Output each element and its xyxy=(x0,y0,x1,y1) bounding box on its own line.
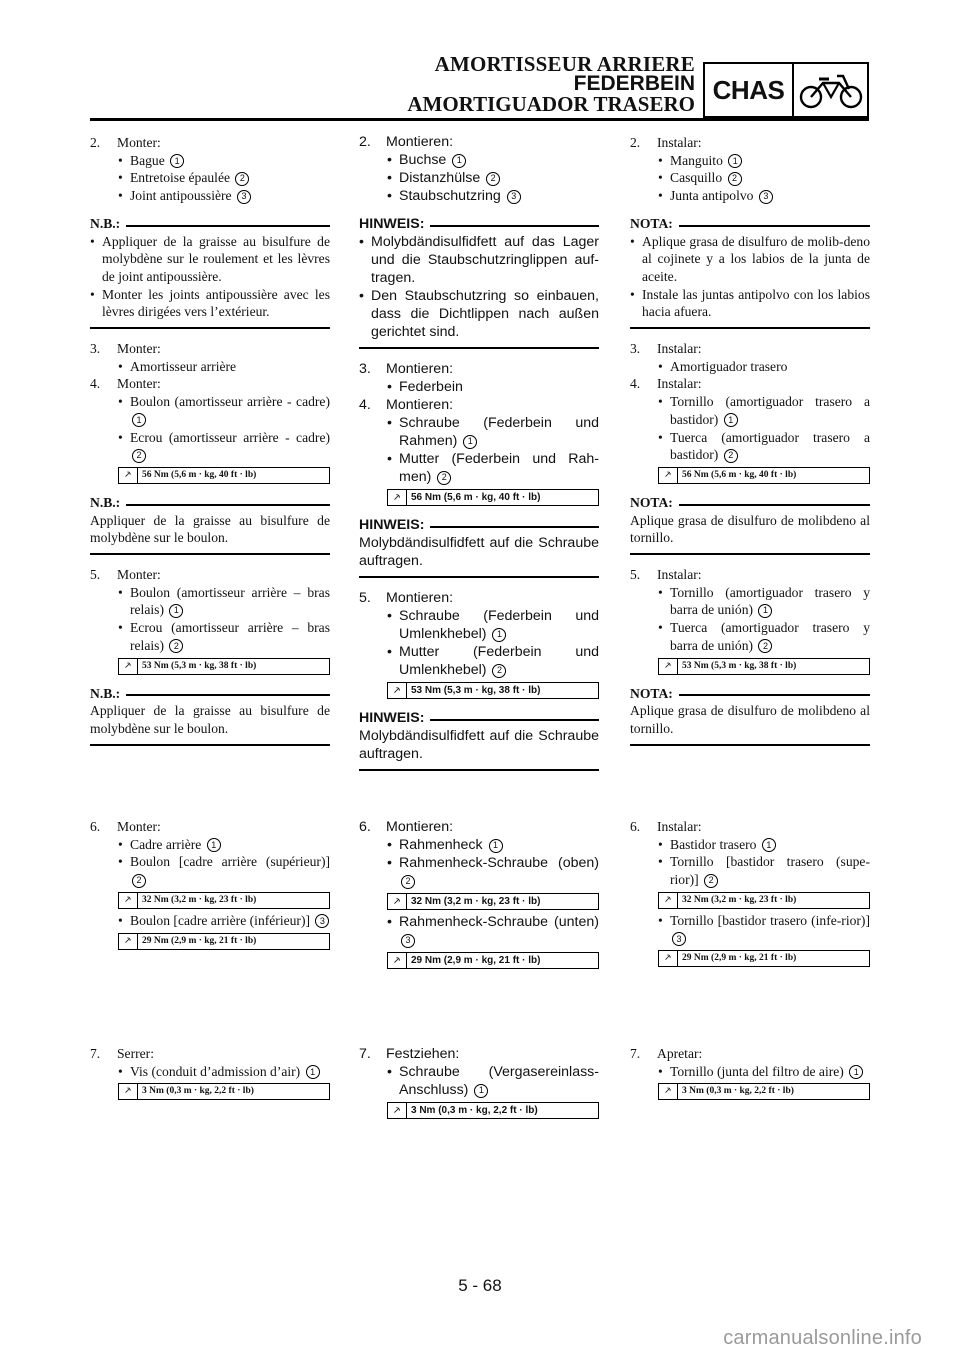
note-text: Appliquer de la graisse au bisulfure de molybdène sur le boulon. xyxy=(90,512,330,546)
note-header: HINWEIS: xyxy=(359,516,599,534)
step-title: Monter: xyxy=(117,376,161,392)
note-header: NOTA: xyxy=(630,215,870,233)
marker-2: 2 xyxy=(235,172,249,186)
wrench-icon: ⸕ xyxy=(659,893,678,908)
title-fr: AMORTISSEUR ARRIERE xyxy=(434,52,695,76)
header-rule xyxy=(90,118,869,121)
note-text: Den Staubschutzring so einbauen, dass die Dichtlippen nach außen gerichtet sind. xyxy=(371,288,599,340)
motorcycle-icon xyxy=(794,64,867,116)
step-title: Montieren: xyxy=(386,819,454,835)
torque-spec: ⸕ 56 Nm (5,6 m · kg, 40 ft · lb) xyxy=(387,489,599,506)
wrench-icon: ⸕ xyxy=(659,1084,678,1099)
section-label: CHAS xyxy=(705,64,794,116)
marker-1: 1 xyxy=(170,154,184,168)
wrench-icon: ⸕ xyxy=(119,468,138,483)
note-header: HINWEIS: xyxy=(359,215,599,233)
wrench-icon: ⸕ xyxy=(388,953,407,968)
step-title: Montieren: xyxy=(386,134,454,150)
step-title: Instalar: xyxy=(657,376,702,392)
note-text: Monter les joints antipoussière avec les lèvres dirigées vers l’extérieur. xyxy=(102,286,330,320)
de-block-c: 7. Festziehen: • Schraube (Vergasereinlass-Anschluss) 1 ⸕ 3 Nm (0,3 m · kg, 2,2 ft · lb) xyxy=(359,1045,599,1122)
section-badge xyxy=(703,62,869,118)
page-header xyxy=(0,0,960,125)
note-text: Molybdändisulfidfett auf das Lager und die Staubschutzringlippen auf-tragen. xyxy=(371,234,599,286)
item-ecrou: Ecrou (amortisseur arrière - cadre) xyxy=(130,429,330,445)
note-text: Aplique grasa de disulfuro de molib-deno al cojinete y a los labios de la junta de aceite. xyxy=(642,233,870,284)
torque-spec: ⸕ 53 Nm (5,3 m · kg, 38 ft · lb) xyxy=(118,658,330,675)
item-amortisseur: Amortisseur arrière xyxy=(130,358,237,374)
torque-spec: ⸕ 53 Nm (5,3 m · kg, 38 ft · lb) xyxy=(387,682,599,699)
note-end-rule xyxy=(90,327,330,329)
step-title: Montieren: xyxy=(386,361,454,377)
wrench-icon: ⸕ xyxy=(659,951,678,966)
step-number: 2. xyxy=(90,135,101,150)
note-end-rule xyxy=(359,576,599,578)
step-title: Festziehen: xyxy=(386,1046,460,1062)
torque-spec: ⸕ 29 Nm (2,9 m · kg, 21 ft · lb) xyxy=(387,952,599,969)
wrench-icon: ⸕ xyxy=(388,490,407,505)
note-text: Appliquer de la graisse au bisulfure de molybdène sur le roulement et les lèvres de joint antipoussière. xyxy=(102,233,330,284)
wrench-icon: ⸕ xyxy=(119,893,138,908)
bullet: • xyxy=(118,152,123,168)
note-header: HINWEIS: xyxy=(359,709,599,727)
torque-spec: ⸕ 32 Nm (3,2 m · kg, 23 ft · lb) xyxy=(118,892,330,909)
step-title: Montieren: xyxy=(386,397,454,413)
torque-spec: ⸕ 56 Nm (5,6 m · kg, 40 ft · lb) xyxy=(658,467,870,484)
torque-spec: ⸕ 32 Nm (3,2 m · kg, 23 ft · lb) xyxy=(658,892,870,909)
es-block-a: 2. Instalar: • Manguito 1 • Casquillo 2 • Junta antipolvo 3 NOTA: • Aplique grasa de disulfuro de molib-deno al cojinete y a los labios de la junta de aceite. • Instale las juntas antipolvo con los labios hacia afuera. 3. Instalar: • Amortiguador trasero 4. Instalar: • Tornillo (amortiguador trasero a bastidor) 1 • Tuerca (amortiguador trasero a bastidor) 2 ⸕ 56 Nm (5,6 m · kg, 40 ft · lb) NOTA: Aplique grasa de disulfuro de molibdeno al tornillo. 5. Instalar: • Tornillo (amortiguador trasero y barra de unión) 1 • Tuerca (amortiguador trasero y barra de unión) 2 ⸕ 53 Nm (5,3 m · kg, 38 ft · lb) NOTA: Aplique grasa de disulfuro de molibdeno al tornillo. xyxy=(630,134,870,757)
de-block-b: 6. Montieren: • Rahmenheck 1 • Rahmenheck-Schraube (oben) 2 ⸕ 32 Nm (3,2 m · kg, 23 ft · lb) • Rahmenheck-Schraube (unten) 3 ⸕ 29 Nm (2,9 m · kg, 21 ft · lb) xyxy=(359,818,599,972)
wrench-icon: ⸕ xyxy=(119,659,138,674)
step-title: Apretar: xyxy=(657,1046,703,1061)
note-end-rule xyxy=(90,744,330,746)
de-block-a: 2. Montieren: • Buchse 1 • Distanzhülse 2 • Staubschutzring 3 HINWEIS: • Molybdändisulfidfett auf das Lager und die Staubschutzringlippen auf-tragen. • Den Staubschutzring so einbauen, dass die Dichtlippen nach außen gerichtet sind. 3. Montieren: • Federbein 4. Montieren: • Schraube (Federbein und Rahmen) 1 • Mutter (Federbein und Rah-men) 2 ⸕ 56 Nm (5,6 m · kg, 40 ft · lb) HINWEIS: Molybdändisulfidfett auf die Schraube auftragen. 5. Montieren: • Schraube (Federbein und Umlenkhebel) 1 • Mutter (Federbein und Umlenkhebel) 2 ⸕ 53 Nm (5,3 m · kg, 38 ft · lb) HINWEIS: Molybdändisulfidfett auf die Schraube auftragen. xyxy=(359,133,599,782)
wrench-icon: ⸕ xyxy=(119,934,138,949)
note-header: NOTA: xyxy=(630,685,870,703)
note-header: N.B.: xyxy=(90,215,330,233)
item-bague: Bague xyxy=(130,152,165,168)
step-title: Instalar: xyxy=(657,819,702,834)
fr-block-b: 6. Monter: • Cadre arrière 1 • Boulon [cadre arrière (supérieur)] 2 ⸕ 32 Nm (3,2 m · kg, 23 ft · lb) • Boulon [cadre arrière (inférieur)] 3 ⸕ 29 Nm (2,9 m · kg, 21 ft · lb) xyxy=(90,818,330,953)
title-es: AMORTIGUADOR TRASERO xyxy=(407,92,695,116)
note-text: Appliquer de la graisse au bisulfure de molybdène sur le boulon. xyxy=(90,703,330,736)
torque-spec: ⸕ 3 Nm (0,3 m · kg, 2,2 ft · lb) xyxy=(118,1083,330,1100)
torque-spec: ⸕ 3 Nm (0,3 m · kg, 2,2 ft · lb) xyxy=(387,1102,599,1119)
marker-3: 3 xyxy=(237,190,251,204)
bullet: • xyxy=(118,188,123,204)
item-entretoise: Entretoise épaulée xyxy=(130,170,231,186)
title-de: FEDERBEIN xyxy=(573,72,695,95)
note-text: Aplique grasa de disulfuro de molibdeno al tornillo. xyxy=(630,512,870,546)
wrench-icon: ⸕ xyxy=(388,683,407,698)
torque-spec: ⸕ 32 Nm (3,2 m · kg, 23 ft · lb) xyxy=(387,893,599,910)
wrench-icon: ⸕ xyxy=(659,468,678,483)
step-title: Monter: xyxy=(117,341,161,357)
step-title: Monter: xyxy=(117,135,161,150)
bullet: • xyxy=(118,170,123,186)
note-text: Molybdändisulfidfett auf die Schraube auftragen. xyxy=(359,535,599,569)
torque-spec: ⸕ 53 Nm (5,3 m · kg, 38 ft · lb) xyxy=(658,658,870,675)
step-title: Montieren: xyxy=(386,590,454,606)
note-end-rule xyxy=(90,553,330,555)
step-title: Instalar: xyxy=(657,341,702,357)
step-title: Monter: xyxy=(117,567,161,583)
es-block-b: 6. Instalar: • Bastidor trasero 1 • Tornillo [bastidor trasero (supe-rior)] 2 ⸕ 32 Nm (3,2 m · kg, 23 ft · lb) • Tornillo [bastidor trasero (infe-rior)] 3 ⸕ 29 Nm (2,9 m · kg, 21 ft · lb) xyxy=(630,818,870,970)
step-title: Instalar: xyxy=(657,135,702,150)
note-end-rule xyxy=(630,744,870,746)
torque-spec: ⸕ 56 Nm (5,6 m · kg, 40 ft · lb) xyxy=(118,467,330,484)
note-text: Molybdändisulfidfett auf die Schraube auftragen. xyxy=(359,728,599,762)
wrench-icon: ⸕ xyxy=(119,1084,138,1099)
fr-block-c: 7. Serrer: • Vis (conduit d’admission d’air) 1 ⸕ 3 Nm (0,3 m · kg, 2,2 ft · lb) xyxy=(90,1045,330,1103)
wrench-icon: ⸕ xyxy=(388,894,407,909)
step-title: Monter: xyxy=(117,819,161,834)
note-header: N.B.: xyxy=(90,494,330,512)
note-end-rule xyxy=(359,347,599,349)
step-title: Instalar: xyxy=(657,567,702,583)
step-title: Serrer: xyxy=(117,1046,154,1061)
torque-spec: ⸕ 29 Nm (2,9 m · kg, 21 ft · lb) xyxy=(658,950,870,967)
item-boulon: Boulon (amortisseur arrière - cadre) xyxy=(130,394,330,410)
note-header: NOTA: xyxy=(630,494,870,512)
fr-block-a: 2. Monter: • Bague 1 • Entretoise épaulée 2 • Joint antipoussière 3 N.B.: • Appliquer de la graisse au bisulfure de molybdène sur le roulement et les lèvres de joint antipoussière. • Monter les joints antipoussière avec les lèvres dirigées vers l’extérieur. 3. Monter: • Amortisseur arrière 4. Monter: • Boulon (amortisseur arrière - cadre) 1 • Ecrou (amortisseur arrière - cadre) 2 ⸕ 56 Nm (5,6 m · kg, 40 ft · lb) N.B.: Appliquer de la graisse au bisulfure de molybdène sur le boulon. 5. Monter: • Boulon (amortisseur arrière – bras relais) 1 • Ecrou (amortisseur arrière – bras relais) 2 ⸕ 53 Nm (5,3 m · kg, 38 ft · lb) N.B.: Appliquer de la graisse au bisulfure de molybdène sur le boulon. xyxy=(90,134,330,757)
item-joint: Joint antipoussière xyxy=(130,188,232,204)
note-end-rule xyxy=(359,769,599,771)
torque-spec: ⸕ 29 Nm (2,9 m · kg, 21 ft · lb) xyxy=(118,933,330,950)
es-block-c: 7. Apretar: • Tornillo (junta del filtro de aire) 1 ⸕ 3 Nm (0,3 m · kg, 2,2 ft · lb) xyxy=(630,1045,870,1103)
torque-spec: ⸕ 3 Nm (0,3 m · kg, 2,2 ft · lb) xyxy=(658,1083,870,1100)
note-end-rule xyxy=(630,553,870,555)
wrench-icon: ⸕ xyxy=(388,1103,407,1118)
note-text: Instale las juntas antipolvo con los labios hacia afuera. xyxy=(642,286,870,320)
note-header: N.B.: xyxy=(90,685,330,703)
wrench-icon: ⸕ xyxy=(659,659,678,674)
note-end-rule xyxy=(630,327,870,329)
watermark: carmanualsonline.info xyxy=(723,1327,922,1349)
page-number: 5 - 68 xyxy=(458,1276,502,1295)
note-text: Aplique grasa de disulfuro de molibdeno al tornillo. xyxy=(630,703,870,736)
